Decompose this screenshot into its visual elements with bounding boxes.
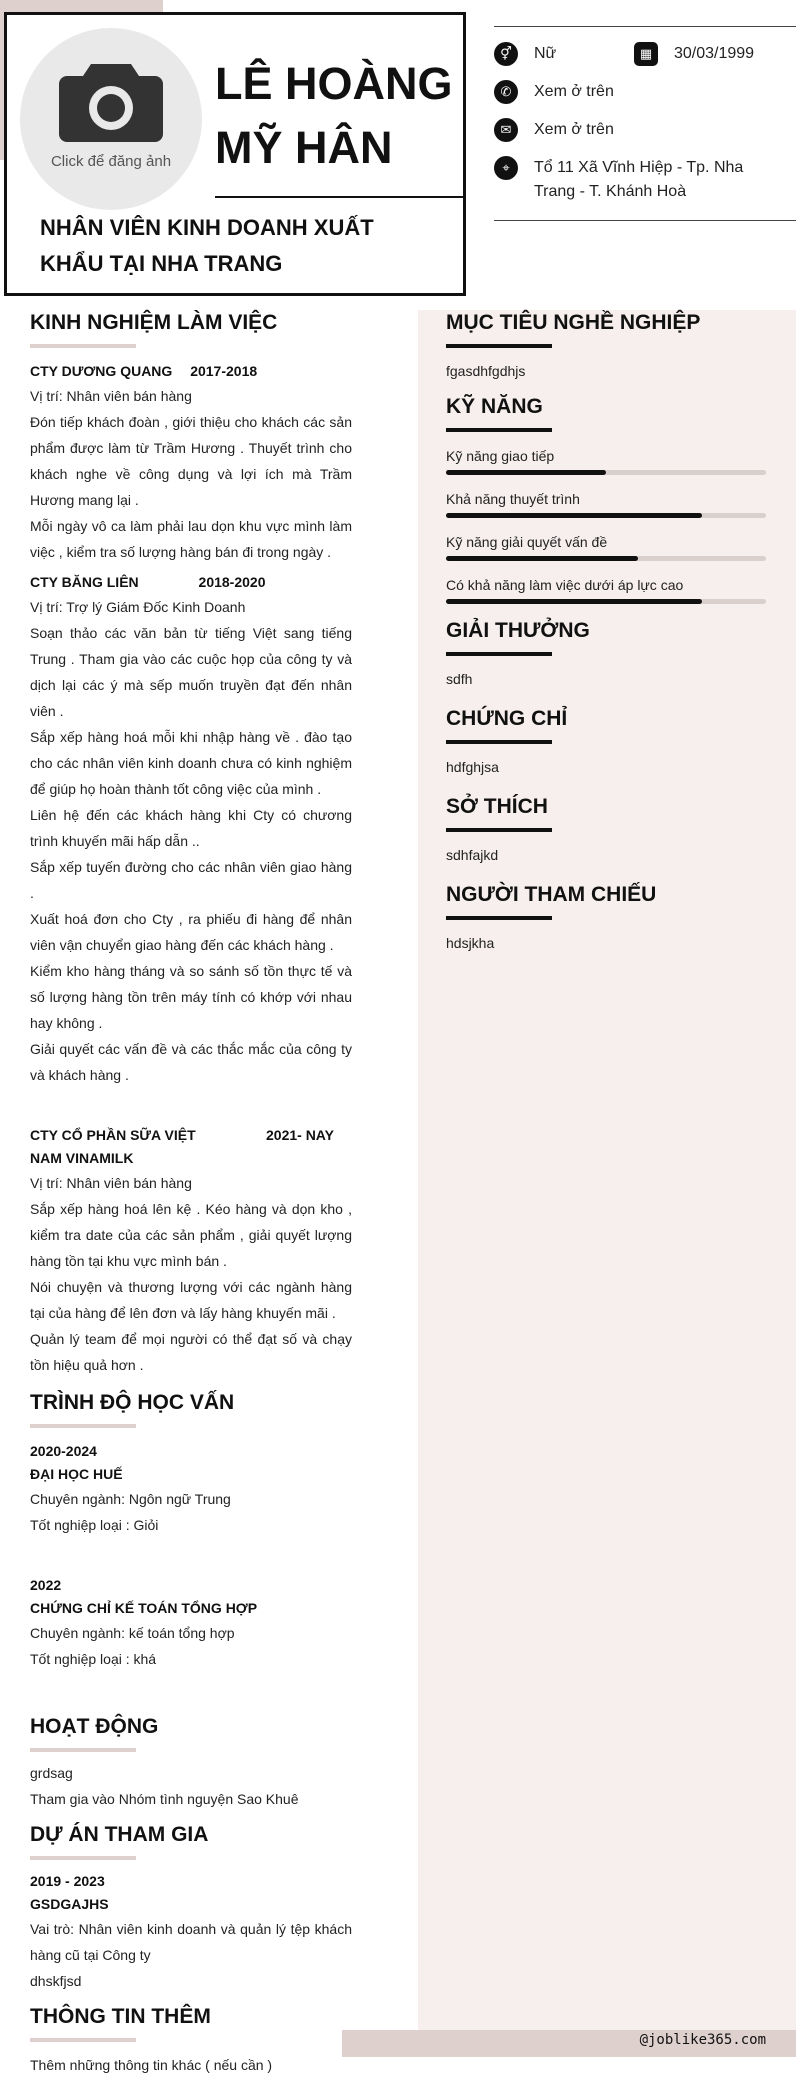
- references-section: [446, 882, 766, 956]
- skill-bar: [446, 470, 766, 475]
- certificates-section: [446, 706, 766, 780]
- section-underline: [446, 740, 552, 744]
- section-underline: [446, 652, 552, 656]
- hobbies-section: [446, 794, 766, 868]
- education-major: Chuyên ngành: Ngôn ngữ Trung: [30, 1491, 231, 1507]
- experience-heading: KINH NGHIỆM LÀM VIỆC: [30, 311, 278, 334]
- job-title-line1: NHÂN VIÊN KINH DOANH XUẤT: [40, 215, 374, 240]
- projects-section: [30, 1822, 352, 1994]
- education-heading: TRÌNH ĐỘ HỌC VẤN: [30, 1391, 235, 1414]
- section-underline: [30, 1424, 136, 1428]
- address-line2: Trang - T. Khánh Hoà: [534, 183, 687, 200]
- job-line: Vị trí: Trợ lý Giám Đốc Kinh Doanh: [30, 599, 246, 615]
- phone-value: Xem ở trên: [534, 83, 614, 100]
- job-header: [30, 360, 352, 383]
- calendar-icon: ▦: [634, 42, 658, 66]
- skill-label: Kỹ năng giao tiếp: [446, 448, 555, 464]
- project-note: dhskfjsd: [30, 1973, 82, 1989]
- candidate-name: [215, 52, 453, 180]
- section-underline: [30, 2038, 136, 2042]
- left-column: [30, 310, 352, 2078]
- hobbies-text: sdhfajkd: [446, 847, 499, 863]
- experience-section: [30, 310, 352, 1378]
- right-column: [446, 310, 766, 956]
- skill-bar-fill: [446, 470, 606, 475]
- footer-watermark: @joblike365.com: [639, 2032, 766, 2048]
- education-major: Chuyên ngành: kế toán tổng hợp: [30, 1625, 235, 1641]
- education-school: CHỨNG CHỈ KẾ TOÁN TỔNG HỢP: [30, 1600, 258, 1616]
- address-line1: Tổ 11 Xã Vĩnh Hiệp - Tp. Nha: [534, 159, 744, 176]
- section-underline: [30, 1748, 136, 1752]
- avatar-upload[interactable]: [20, 28, 202, 210]
- skill-label: Khả năng thuyết trình: [446, 491, 580, 507]
- objective-section: [446, 310, 766, 384]
- section-underline: [446, 916, 552, 920]
- skill-bar: [446, 599, 766, 604]
- education-section: [30, 1390, 352, 1672]
- activity-line: Tham gia vào Nhóm tình nguyện Sao Khuê: [30, 1791, 299, 1807]
- job-header: [30, 1124, 352, 1170]
- job-period: 2018-2020: [198, 574, 266, 590]
- avatar-upload-caption: Click để đăng ảnh: [50, 153, 172, 170]
- gender-icon: ⚥: [494, 42, 518, 66]
- contact-top-divider: [494, 26, 796, 27]
- hobbies-heading: SỞ THÍCH: [446, 795, 548, 818]
- skill-bar-fill: [446, 556, 638, 561]
- skill-list: [446, 446, 766, 604]
- section-underline: [30, 344, 136, 348]
- skill-bar-fill: [446, 599, 702, 604]
- name-divider: [215, 196, 464, 198]
- job-company: CTY BĂNG LIÊN: [30, 574, 139, 590]
- projects-heading: DỰ ÁN THAM GIA: [30, 1823, 209, 1846]
- activity-line: grdsag: [30, 1765, 73, 1781]
- objective-text: fgasdhfgdhjs: [446, 363, 526, 379]
- skill-bar-fill: [446, 513, 702, 518]
- extra-info-section: [30, 2004, 352, 2078]
- certificates-heading: CHỨNG CHỈ: [446, 707, 568, 730]
- activities-heading: HOẠT ĐỘNG: [30, 1715, 159, 1738]
- address-value: [534, 156, 774, 204]
- job-line: Liên hệ đến các khách hàng khi Cty có chương trình khuyến mãi hấp dẫn ..: [30, 807, 352, 849]
- job-company: CTY DƯƠNG QUANG: [30, 363, 173, 379]
- job-line: Đón tiếp khách đoàn , giới thiệu cho khách các sản phẩm được làm từ Trầm Hương . Thuyết trình cho khách nghe về công dụng và lợi ích mà Trầm Hương mang lại .: [30, 414, 352, 508]
- section-underline: [446, 828, 552, 832]
- education-item: [30, 1440, 352, 1538]
- job-entry: [30, 360, 352, 565]
- education-item: [30, 1574, 352, 1672]
- section-underline: [446, 344, 552, 348]
- skill-label: Kỹ năng giải quyết vấn đề: [446, 534, 608, 550]
- job-line: Mỗi ngày vô ca làm phải lau dọn khu vực mình làm việc , kiểm tra số lượng hàng bán đi trong ngày .: [30, 518, 352, 560]
- certificates-text: hdfghjsa: [446, 759, 499, 775]
- candidate-name-line1: LÊ HOÀNG: [215, 58, 453, 109]
- location-icon: ⌖: [494, 156, 518, 180]
- skills-section: [446, 394, 766, 604]
- references-heading: NGƯỜI THAM CHIẾU: [446, 883, 657, 906]
- job-line: Sắp xếp tuyến đường cho các nhân viên giao hàng .: [30, 859, 352, 901]
- references-text: hdsjkha: [446, 935, 495, 951]
- extra-info-heading: THÔNG TIN THÊM: [30, 2005, 211, 2028]
- project-name: GSDGAJHS: [30, 1896, 109, 1912]
- section-underline: [30, 1856, 136, 1860]
- gender-value: Nữ: [534, 45, 557, 62]
- education-period: 2020-2024: [30, 1443, 97, 1459]
- job-header: [30, 571, 352, 594]
- skills-heading: KỸ NĂNG: [446, 395, 543, 418]
- activities-section: [30, 1714, 352, 1812]
- job-line: Xuất hoá đơn cho Cty , ra phiếu đi hàng để nhân viên vận chuyển giao hàng đến các khách hàng .: [30, 911, 352, 953]
- camera-icon: [56, 56, 166, 146]
- job-line: Giải quyết các vấn đề và các thắc mắc của công ty và khách hàng .: [30, 1041, 352, 1083]
- job-line: Vị trí: Nhân viên bán hàng: [30, 1175, 192, 1191]
- education-grade: Tốt nghiệp loại : Giỏi: [30, 1517, 159, 1533]
- candidate-name-line2: MỸ HÂN: [215, 122, 393, 173]
- job-entry: [30, 1124, 352, 1378]
- job-line: Quản lý team để mọi người có thể đạt số và chạy tồn hiệu quả hơn .: [30, 1331, 352, 1373]
- skill-item: [446, 532, 766, 561]
- skill-bar: [446, 556, 766, 561]
- education-school: ĐẠI HỌC HUẾ: [30, 1466, 123, 1482]
- job-line: Soạn thảo các văn bản từ tiếng Việt sang tiếng Trung . Tham gia vào các cuộc họp của công ty và dịch lại các ý mà sếp muốn truyền đạt đến nhân viên .: [30, 625, 352, 719]
- phone-icon: ✆: [494, 80, 518, 104]
- email-icon: ✉: [494, 118, 518, 142]
- awards-section: [446, 618, 766, 692]
- skill-item: [446, 575, 766, 604]
- job-period: 2021- NAY: [266, 1127, 334, 1143]
- job-line: Nói chuyện và thương lượng với các ngành hàng tại của hàng để lên đơn và lấy hàng khuyến mãi .: [30, 1279, 352, 1321]
- job-company: CTY CỔ PHẦN SỮA VIỆT NAM VINAMILK: [30, 1127, 196, 1166]
- section-underline: [446, 428, 552, 432]
- extra-info-text: Thêm những thông tin khác ( nếu cần ): [30, 2057, 273, 2073]
- skill-item: [446, 489, 766, 518]
- job-line: Vị trí: Nhân viên bán hàng: [30, 388, 192, 404]
- awards-heading: GIẢI THƯỞNG: [446, 619, 590, 642]
- job-entry: [30, 571, 352, 1088]
- job-title-line2: KHẨU TẠI NHA TRANG: [40, 251, 283, 276]
- awards-text: sdfh: [446, 671, 473, 687]
- contact-bottom-divider: [494, 220, 796, 221]
- project-period: 2019 - 2023: [30, 1873, 105, 1889]
- education-period: 2022: [30, 1577, 62, 1593]
- skill-item: [446, 446, 766, 475]
- project-role: Vai trò: Nhân viên kinh doanh và quản lý tệp khách hàng cũ tại Công ty: [30, 1921, 352, 1963]
- dob-value: 30/03/1999: [674, 45, 755, 62]
- job-line: Sắp xếp hàng hoá mỗi khi nhập hàng về . đào tạo cho các nhân viên kinh doanh chưa có kinh nghiệm để giúp họ hoàn thành tốt công việc của mình .: [30, 729, 352, 797]
- job-line: Sắp xếp hàng hoá lên kệ . Kéo hàng và dọn kho , kiểm tra date của các sản phẩm , giải quyết lượng hàng tồn tại khu vực mình bán .: [30, 1201, 352, 1269]
- job-line: Kiểm kho hàng tháng và so sánh số tồn thực tế và số lượng hàng tồn trên máy tính có khớp với nhau hay không .: [30, 963, 352, 1031]
- skill-bar: [446, 513, 766, 518]
- email-value: Xem ở trên: [534, 121, 614, 138]
- skill-label: Có khả năng làm việc dưới áp lực cao: [446, 577, 684, 593]
- objective-heading: MỤC TIÊU NGHỀ NGHIỆP: [446, 311, 701, 334]
- education-grade: Tốt nghiệp loại : khá: [30, 1651, 157, 1667]
- job-title: [40, 210, 410, 282]
- job-period: 2017-2018: [190, 363, 258, 379]
